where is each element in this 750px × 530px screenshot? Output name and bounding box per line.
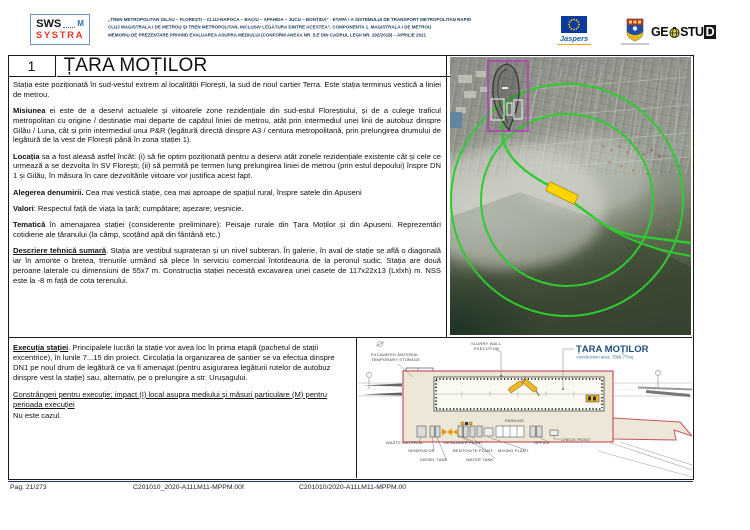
- header-title-line-1: „TREN METROPOLITAN GILĂU – FLOREȘTI – CLUJ-NAPOCA – BACIU – APAHIDA – JUCU – BONȚIDA” - ETAPA I A SISTEMULUI DE TRANSPORT METROPOLITAN RAPID: [108, 17, 472, 22]
- project-header-title: [108, 16, 528, 39]
- page-number: Pag. 21/273: [10, 484, 47, 491]
- label-desander: DESANDER PLANT: [443, 439, 483, 445]
- label-bentonite: BENTONITE PLANT: [452, 447, 493, 453]
- label-waste: WASTE MATERIAL: [385, 439, 424, 445]
- label-slurry-1: SLURRY WALL: [470, 340, 501, 346]
- industrial-buildings: [456, 71, 488, 113]
- station-number-cell: 1: [8, 55, 56, 77]
- label-diesel: DIESEL TANK: [419, 456, 448, 462]
- construction-site-plan: [358, 339, 692, 478]
- jaspers-logo-text: Jaspers: [557, 34, 591, 45]
- paragraph-mission: Misiunea ei este de a deservi actualele și viitoarele zone rezidențiale din sud-estul Floreștiului, și de a culege traficul metropolitan cu origine / destinație mai departe de capătul liniei de metrou, atât prin intermediul unei linii de autobuz dinspre Gilău / Luna, cât și prin intermediul unui P&R (legătură directă dinspre A3 / centura metropolitană, prin prelungirea drumului de legătură de la vest de Florești până în zona stației 1).: [13, 106, 441, 145]
- geostud-text-end: D: [705, 25, 715, 39]
- label-checkpoint: CHECK POINT: [560, 436, 591, 442]
- jaspers-logo: [552, 16, 596, 45]
- globe-icon: [669, 27, 680, 38]
- site-boundary-extension: [613, 418, 692, 440]
- paragraph-values: Valori: Respectul față de viața la țară; cumpătare; așezare; veșnicie.: [13, 203, 244, 213]
- doc-code-primary: C201010_2020-A11LM11-MPPM.00f: [133, 484, 244, 491]
- label-water: WATER TANK: [465, 456, 493, 462]
- label-slurry-2: EXECUTION: [473, 345, 499, 351]
- label-parking: PARKING: [504, 417, 524, 423]
- paragraph-not-applicable: Nu este cazul.: [13, 410, 62, 420]
- metro-m-icon: M: [77, 19, 84, 29]
- paragraph-name-choice: Alegerea denumirii. Cea mai vestică stație, cea mai aproape de spațiul rural, înspre satele din Apuseni: [13, 187, 362, 197]
- paragraph-location: Locația sa a fost aleasă astfel încât: (i) să fie optim poziționată pentru a deservi atât zonele rezidențiale existente cât și cele ce urmează a se dezvolta în SV Florești; (ii) să permită pe termen lung prelungirea liniei de metrou (prin estul depoului) înspre DN 1 și Gilău, în măsura în care dezvoltările viitoare vor justifica acest fapt.: [13, 151, 441, 181]
- footer-rule: [8, 481, 693, 482]
- column-divider: [446, 55, 447, 337]
- coat-of-arms-caption: [621, 43, 649, 45]
- geostud-text-left: GE: [651, 25, 669, 39]
- paragraph-technical: Descriere tehnică sumară. Stația are vestibul suprateran și un nivel subteran. În galerie, în aval de stație se află o diagonală iar în amonte o bretea, trenurile urmând să plece în serviciu comercial întotdeauna de la peronul sudic. Stația are două peroane laterale cu dimensiuni de 55x7 m. Construcția stației necesită excavarea unei casete de 117x22x13 (Lxlxh) m. NSS este la -8 m față de cota terenului.: [13, 246, 441, 285]
- label-excavated-2: TEMPORARY STORAGE: [370, 356, 420, 362]
- geostud-logo: [651, 25, 716, 39]
- execution-text: [13, 343, 350, 476]
- row-divider: [8, 337, 692, 338]
- label-office: OFFICE: [533, 439, 550, 445]
- plan-title: ȚARA MOȚILOR: [575, 343, 648, 355]
- label-generator: GENERATOR: [407, 447, 435, 453]
- eu-flag-icon: [561, 16, 587, 33]
- paragraph-execution: Execuția stației. Principalele lucrări la stație vor avea loc în prima etapă (pachetul de stații excentrice), în lunile 7...15 din proiect. Circulația la organizarea de șantier se va efectua dinspre DN1 pe noul drum de legătură ce va fi amenajat (pentru asigurarea legăturii rutelor de autobuz dinspre vest la stație) sau, alternativ, pe o prelungire a str. Urușagului.: [13, 343, 335, 383]
- sws-systra-logo: [30, 14, 90, 45]
- label-excavated-1: EXCAVATED MATERIAL: [370, 351, 419, 357]
- paragraph-constraints: Constrângeri pentru execuție; impact (I) local asupra mediului și măsuri particulare (M) pentru perioada execuției: [13, 389, 328, 409]
- sws-logo-text: SWS: [36, 17, 62, 30]
- label-mixing: MIXING PLANT: [497, 447, 529, 453]
- station-description-text: [13, 80, 441, 335]
- sws-logo-dots: [63, 20, 75, 28]
- blue-roof-building: [450, 112, 462, 128]
- geostud-text-mid: STU: [680, 25, 704, 39]
- header-title-line-3: MEMORIU DE PREZENTARE PRIVIND EVALUAREA ASUPRA MEDIULUI (CONFORM ANEXA NR. 5.E DIN CADRUL LEGII NR. 292/2018) – APRILIE 2021: [108, 32, 427, 38]
- doc-code-secondary: C201010/2020-A11LM11-MPPM.00: [299, 484, 407, 491]
- plan-area-label: construction area: 7066.77mq: [576, 354, 633, 359]
- paragraph-position: Stația este poziționată în sud-vestul extrem al localității Florești, la sud de noul cartier Terra. Este stația terminus vestică a liniei de metrou.: [13, 80, 441, 99]
- road-diagonals: [598, 442, 692, 477]
- depot-area: [488, 61, 528, 131]
- systra-logo-text: SYSTRA: [35, 29, 85, 41]
- station-title: ȚARA MOȚILOR: [57, 55, 453, 77]
- satellite-map: [450, 57, 691, 335]
- paragraph-theme: Tematică în amenajarea stației (considerente preliminare): Peisaje rurale din Țara Moților și din Apuseni. Reprezentări cotidiene ale țăranului (la câmp, scoțând apă din fântână etc.): [13, 220, 441, 239]
- header-title-line-2: CLUJ MAGISTRALA I DE METROU ȘI TREN METROPOLITAN, INCLUSIV LEGĂTURA DINTRE ACESTEA”. COMPONENTA 1. MAGISTRALA I DE METROU: [108, 24, 432, 30]
